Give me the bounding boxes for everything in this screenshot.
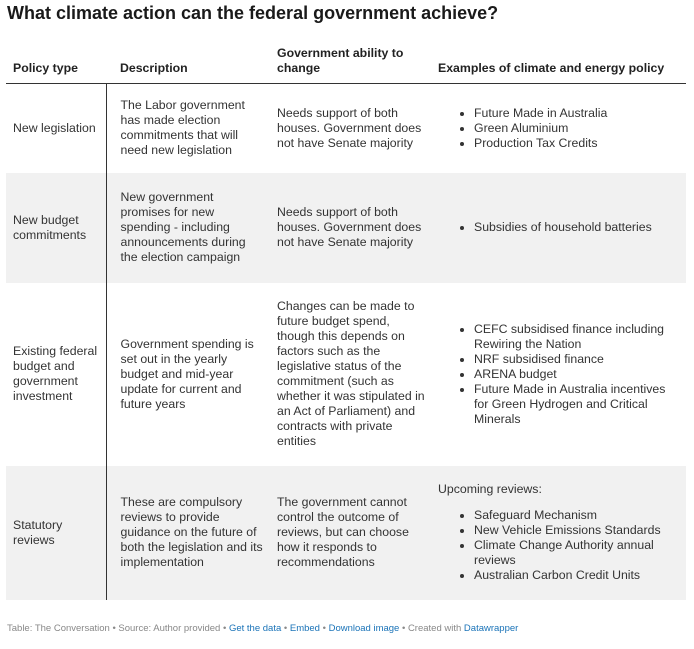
ability-cell: Changes can be made to future budget spend, though this depends on factors such as the legislative status of the commitment (such as whether it was stipulated in an Act of Parliament) and contracts with private entities (277, 299, 425, 448)
examples-list-item: • NRF subsidised finance (474, 352, 680, 367)
examples-cell (431, 173, 686, 283)
footer-separator: • (322, 623, 326, 634)
examples-list-item: • Subsidies of household batteries (474, 220, 680, 235)
table-header-row (6, 46, 686, 84)
table-row (6, 283, 686, 466)
column-header-policy-type: Policy type (6, 46, 106, 84)
description-cell: New government promises for new spending - including announcements during the election campaign (106, 173, 270, 283)
footer-separator: • (283, 623, 288, 634)
examples-list (438, 322, 680, 427)
examples-list-item: • Climate Change Authority annual reviews (474, 538, 680, 568)
examples-list-item: • Production Tax Credits (474, 136, 680, 151)
examples-intro: Upcoming reviews: (438, 482, 542, 496)
table-row (6, 84, 686, 173)
examples-list-item: • New Vehicle Emissions Standards (474, 523, 680, 538)
policy-type-cell: Statutory reviews (6, 466, 106, 600)
embed-link[interactable]: Embed (289, 623, 320, 634)
datawrapper-link[interactable]: Datawrapper (463, 623, 519, 634)
examples-list-item: • CEFC subsidised finance including Rewiring the Nation (474, 322, 680, 352)
examples-list-item: • Green Aluminium (474, 121, 680, 136)
examples-cell (431, 84, 686, 173)
examples-list-item: • Safeguard Mechanism (474, 508, 680, 523)
footer-source: Table: The Conversation • Source: Author provided • (7, 623, 227, 634)
examples-list (438, 220, 680, 235)
table-row (6, 173, 686, 283)
description-cell: The Labor government has made election commitments that will need new legislation (106, 84, 270, 173)
examples-list (438, 508, 680, 583)
examples-list-item: • ARENA budget (474, 367, 680, 382)
download-image-link[interactable]: Download image (328, 623, 400, 634)
description-cell: Government spending is set out in the yearly budget and mid-year update for current and future years (106, 283, 270, 466)
examples-cell (431, 283, 686, 466)
table-row (6, 466, 686, 600)
footer (7, 623, 518, 634)
page-title: What climate action can the federal government achieve? (7, 3, 499, 23)
policy-table (6, 46, 686, 600)
column-header-description: Description (106, 46, 270, 84)
examples-list (438, 106, 680, 151)
table-body (6, 84, 686, 600)
description-cell: These are compulsory reviews to provide guidance on the future of both the legislation and its implementation (106, 466, 270, 600)
examples-cell (431, 466, 686, 600)
policy-type-cell: New legislation (13, 120, 96, 135)
column-header-examples: Examples of climate and energy policy (431, 46, 686, 84)
ability-cell: Needs support of both houses. Government does not have Senate majority (277, 105, 422, 150)
policy-type-cell: New budget commitments (6, 173, 106, 283)
footer-created-with: • Created with (401, 623, 462, 634)
ability-cell: The government cannot control the outcome of reviews, but can choose how it responds to recommendations (270, 466, 431, 600)
examples-list-item: • Australian Carbon Credit Units (474, 568, 680, 583)
examples-list-item: • Future Made in Australia incentives for Green Hydrogen and Critical Minerals (474, 382, 680, 427)
ability-cell: Needs support of both houses. Government does not have Senate majority (270, 173, 431, 283)
get-data-link[interactable]: Get the data (228, 623, 282, 634)
examples-list-item: • Future Made in Australia (474, 106, 680, 121)
column-header-ability: Government ability to change (270, 46, 431, 84)
policy-type-cell: Existing federal budget and government investment (13, 344, 98, 403)
